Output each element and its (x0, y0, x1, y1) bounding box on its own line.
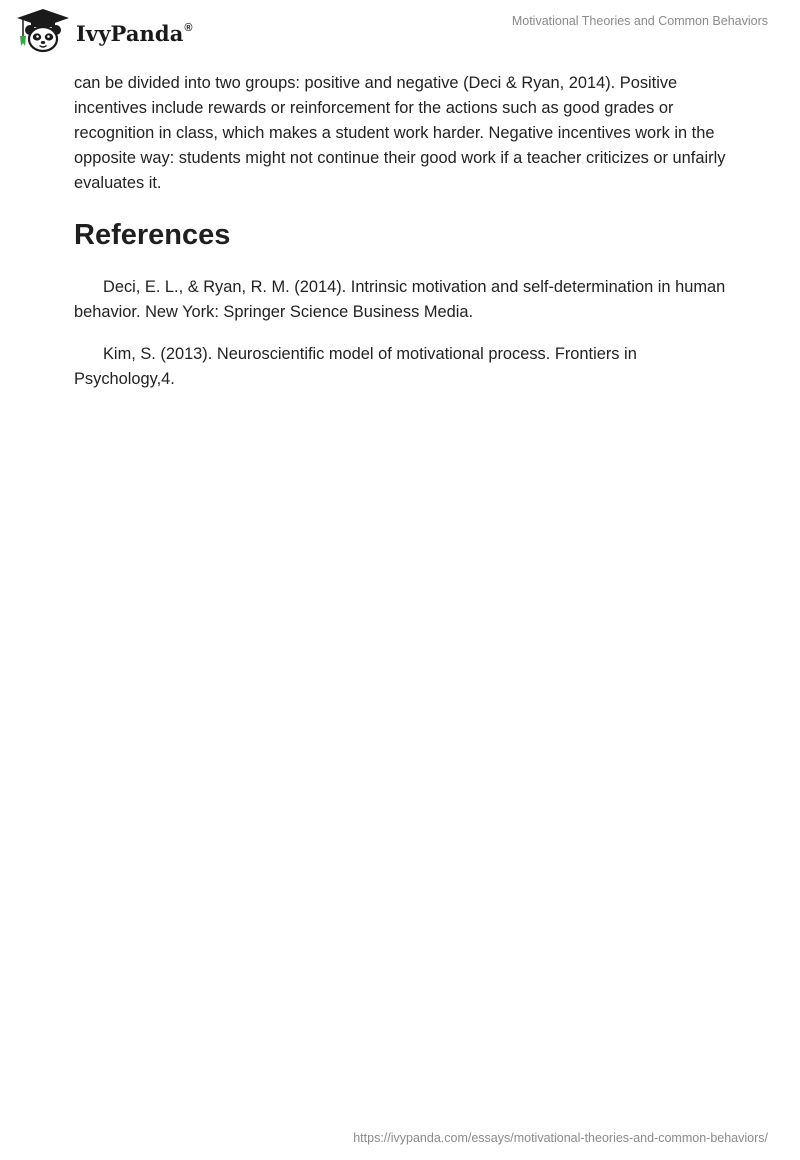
document-body (74, 71, 726, 392)
ivypanda-logo[interactable] (14, 8, 193, 54)
panda-graduate-icon (14, 8, 72, 54)
page-header (0, 0, 800, 70)
body-paragraph: can be divided into two groups: positive and negative (Deci & Ryan, 2014). Positive incentives include rewards or reinforcement for the actions such as good grades or recognition in class, which makes a student work harder. Negative incentives work in the opposite way: students might not continue their good work if a teacher criticizes or unfairly evaluates it. (74, 74, 726, 192)
references-heading: References (74, 219, 231, 251)
reference-entry: Kim, S. (2013). Neuroscientific model of motivational process. Frontiers in Psychology,4. (74, 345, 637, 388)
running-title: Motivational Theories and Common Behaviors (511, 14, 768, 28)
footer-url[interactable]: https://ivypanda.com/essays/motivational-theories-and-common-behaviors/ (353, 1131, 768, 1145)
logo-wordmark: IvyPanda® (76, 20, 193, 46)
reference-entry: Deci, E. L., & Ryan, R. M. (2014). Intrinsic motivation and self-determination in human behavior. New York: Springer Science Business Media. (74, 278, 726, 321)
registered-mark: ® (184, 21, 193, 34)
